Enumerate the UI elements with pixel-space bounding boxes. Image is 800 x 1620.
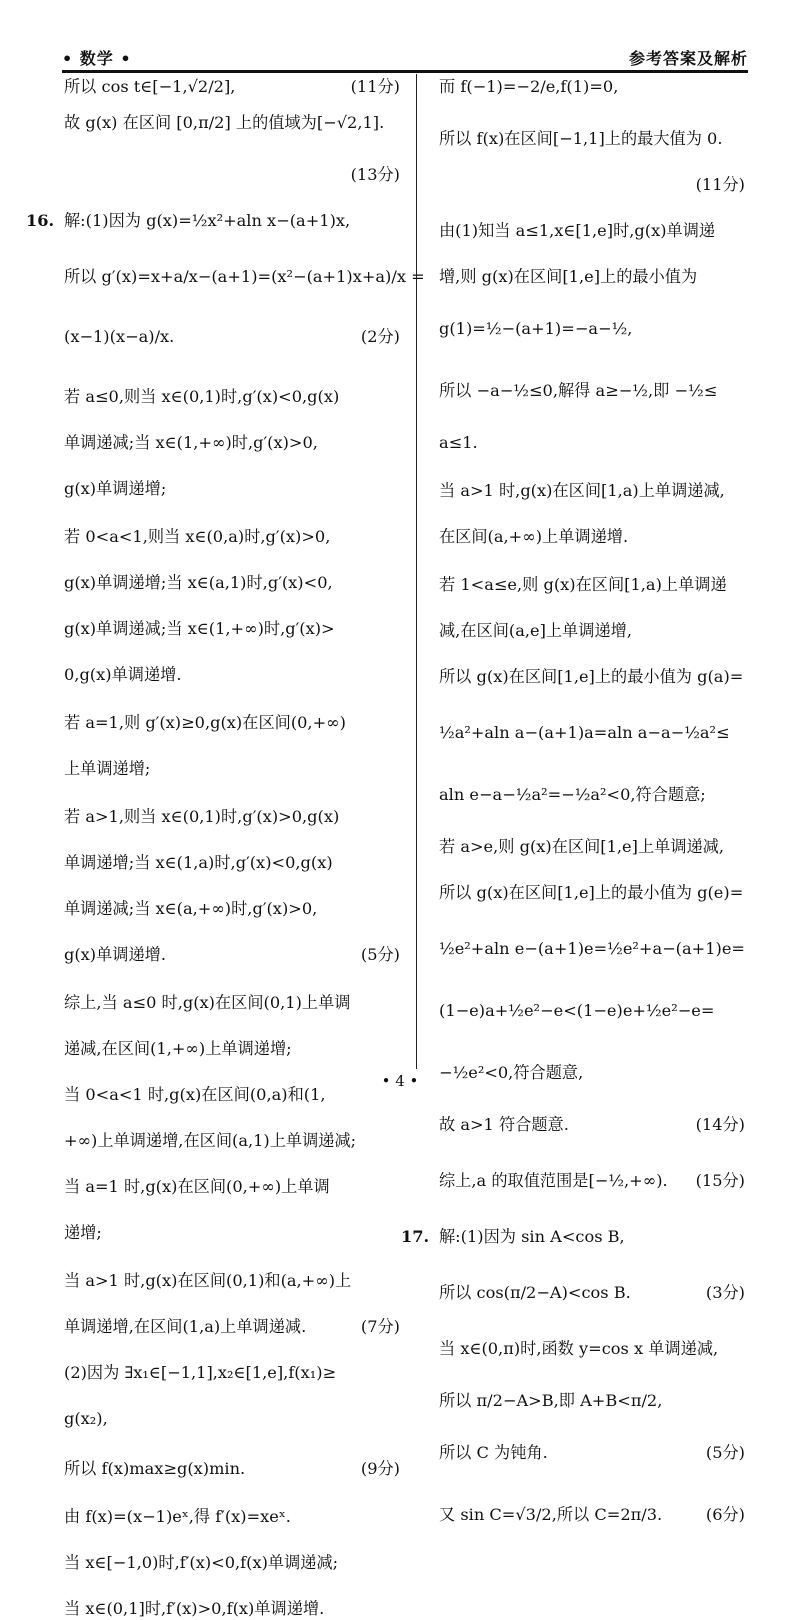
line-text: aln e−a−½a²=−½a²<0,符合题意;: [439, 785, 706, 804]
solution-line: [26, 210, 400, 232]
line-text: g(x₂),: [64, 1409, 108, 1428]
line-text: 由(1)知当 a≤1,x∈[1,e]时,g(x)单调递: [439, 221, 716, 240]
solution-line: [439, 526, 745, 548]
solution-line: [64, 992, 400, 1014]
solution-line: [64, 618, 400, 640]
solution-line: [64, 852, 400, 874]
score-mark: (7分): [360, 1317, 400, 1336]
solution-line: [401, 1226, 745, 1248]
solution-line: [64, 1506, 400, 1528]
line-text: g(x)单调递减;当 x∈(1,+∞)时,g′(x)>: [64, 619, 335, 638]
line-text: 所以 cos(π/2−A)<cos B.: [439, 1283, 631, 1302]
solution-line: [64, 664, 400, 686]
line-text: 若 0<a<1,则当 x∈(0,a)时,g′(x)>0,: [64, 527, 331, 546]
line-text: 上单调递增;: [64, 759, 151, 778]
subject-label: • 数学 •: [62, 49, 132, 68]
solution-line: [439, 882, 745, 904]
solution-line: [439, 1504, 745, 1526]
solution-line: [439, 1390, 745, 1412]
score-mark: (13分): [350, 165, 400, 184]
solution-line: [64, 432, 400, 454]
line-text: g(x)单调递增;: [64, 479, 167, 498]
line-text: 若 a=1,则 g′(x)≥0,g(x)在区间(0,+∞): [64, 713, 346, 732]
solution-line: [64, 326, 400, 348]
line-text: 当 x∈[−1,0)时,f′(x)<0,f(x)单调递减;: [64, 1553, 339, 1572]
line-text: 所以 f(x)max≥g(x)min.: [64, 1459, 246, 1478]
line-text: 递减,在区间(1,+∞)上单调递增;: [64, 1039, 292, 1058]
solution-line: [64, 478, 400, 500]
line-text: 在区间(a,+∞)上单调递增.: [439, 527, 629, 546]
solution-line: [439, 1114, 745, 1136]
line-text: (x−1)(x−a)/x.: [64, 327, 175, 346]
right-column: [401, 76, 745, 1526]
line-text: ½a²+aln a−(a+1)a=aln a−a−½a²≤: [439, 723, 730, 742]
line-text: 递增;: [64, 1223, 102, 1242]
line-text: g(x)单调递增;当 x∈(a,1)时,g′(x)<0,: [64, 573, 333, 592]
solution-line: [439, 1170, 745, 1192]
solution-line: [64, 1408, 400, 1430]
page-header: [62, 40, 748, 73]
line-text: 单调递减;当 x∈(a,+∞)时,g′(x)>0,: [64, 899, 318, 918]
line-text: 若 a≤0,则当 x∈(0,1)时,g′(x)<0,g(x): [64, 387, 340, 406]
solution-line: [439, 432, 745, 454]
solution-line: [439, 318, 745, 340]
score-mark: (14分): [695, 1115, 745, 1134]
solution-line: [64, 1038, 400, 1060]
solution-line: [439, 574, 745, 596]
solution-line: [439, 1000, 745, 1022]
solution-line: [64, 898, 400, 920]
solution-line: [64, 712, 400, 734]
line-text: (1−e)a+½e²−e<(1−e)e+½e²−e=: [439, 1001, 715, 1020]
score-mark: (2分): [360, 327, 400, 346]
solution-line: [64, 944, 400, 966]
score-mark: (11分): [695, 175, 745, 194]
line-text: 所以 g′(x)=x+a/x−(a+1)=(x²−(a+1)x+a)/x =: [64, 267, 425, 286]
line-text: 所以 π/2−A>B,即 A+B<π/2,: [439, 1391, 663, 1410]
solution-line: [439, 174, 745, 196]
line-text: 若 a>e,则 g(x)在区间[1,e]上单调递减,: [439, 837, 725, 856]
line-text: 所以 g(x)在区间[1,e]上的最小值为 g(e)=: [439, 883, 744, 902]
solution-line: [64, 386, 400, 408]
solution-line: [64, 1130, 400, 1152]
solution-line: [439, 480, 745, 502]
score-mark: (5分): [360, 945, 400, 964]
line-text: 解:(1)因为 sin A<cos B,: [439, 1227, 625, 1246]
header-title: 参考答案及解析: [628, 49, 748, 68]
line-text: 所以 −a−½≤0,解得 a≥−½,即 −½≤: [439, 381, 718, 400]
line-text: g(x)单调递增.: [64, 945, 167, 964]
solution-line: [439, 76, 745, 98]
line-text: 故 g(x) 在区间 [0,π/2] 上的值域为[−√2,1].: [64, 113, 385, 132]
solution-line: [439, 666, 745, 688]
line-text: 故 a>1 符合题意.: [439, 1115, 569, 1134]
line-text: ½e²+aln e−(a+1)e=½e²+a−(a+1)e=: [439, 939, 745, 958]
solution-line: [439, 722, 745, 744]
solution-line: [439, 836, 745, 858]
line-text: 又 sin C=√3/2,所以 C=2π/3.: [439, 1505, 663, 1524]
question-number: 17.: [401, 1227, 430, 1246]
line-text: 当 a=1 时,g(x)在区间(0,+∞)上单调: [64, 1177, 330, 1196]
line-text: g(1)=½−(a+1)=−a−½,: [439, 319, 633, 338]
line-text: 当 x∈(0,π)时,函数 y=cos x 单调递减,: [439, 1339, 719, 1358]
solution-line: [64, 1458, 400, 1480]
line-text: 所以 cos t∈[−1,√2/2],: [64, 77, 236, 96]
solution-line: [64, 1222, 400, 1244]
solution-line: [64, 526, 400, 548]
score-mark: (9分): [360, 1459, 400, 1478]
solution-line: [64, 112, 400, 134]
line-text: 单调递减;当 x∈(1,+∞)时,g′(x)>0,: [64, 433, 318, 452]
line-text: 综上,当 a≤0 时,g(x)在区间(0,1)上单调: [64, 993, 351, 1012]
solution-line: [439, 620, 745, 642]
solution-line: [439, 220, 745, 242]
solution-line: [64, 76, 400, 98]
score-mark: (5分): [705, 1443, 745, 1462]
solution-line: [439, 784, 745, 806]
line-text: 单调递增;当 x∈(1,a)时,g′(x)<0,g(x): [64, 853, 333, 872]
line-text: 所以 C 为钝角.: [439, 1443, 548, 1462]
line-text: 所以 f(x)在区间[−1,1]上的最大值为 0.: [439, 129, 723, 148]
column-divider: [416, 74, 417, 1069]
score-mark: (15分): [695, 1171, 745, 1190]
line-text: 当 0<a<1 时,g(x)在区间(0,a)和(1,: [64, 1085, 326, 1104]
solution-line: [64, 1362, 400, 1384]
line-text: 所以 g(x)在区间[1,e]上的最小值为 g(a)=: [439, 667, 744, 686]
solution-line: [439, 1338, 745, 1360]
solution-line: [439, 266, 745, 288]
score-mark: (6分): [705, 1505, 745, 1524]
solution-line: [439, 380, 745, 402]
line-text: 解:(1)因为 g(x)=½x²+aln x−(a+1)x,: [64, 211, 351, 230]
line-text: 而 f(−1)=−2/e,f(1)=0,: [439, 77, 619, 96]
solution-line: [64, 1552, 400, 1574]
line-text: 单调递增,在区间(1,a)上单调递减.: [64, 1317, 307, 1336]
line-text: +∞)上单调递增,在区间(a,1)上单调递减;: [64, 1131, 357, 1150]
solution-line: [439, 1442, 745, 1464]
solution-line: [64, 266, 425, 288]
line-text: 减,在区间(a,e]上单调递增,: [439, 621, 632, 640]
solution-line: [439, 1282, 745, 1304]
line-text: 若 a>1,则当 x∈(0,1)时,g′(x)>0,g(x): [64, 807, 340, 826]
line-text: 综上,a 的取值范围是[−½,+∞).: [439, 1171, 668, 1190]
solution-line: [64, 1176, 400, 1198]
line-text: 当 a>1 时,g(x)在区间[1,a)上单调递减,: [439, 481, 725, 500]
solution-line: [64, 572, 400, 594]
line-text: 当 a>1 时,g(x)在区间(0,1)和(a,+∞)上: [64, 1271, 352, 1290]
line-text: 由 f(x)=(x−1)eˣ,得 f′(x)=xeˣ.: [64, 1507, 291, 1526]
line-text: 当 x∈(0,1]时,f′(x)>0,f(x)单调递增.: [64, 1599, 325, 1618]
solution-line: [64, 164, 400, 186]
solution-line: [439, 128, 745, 150]
solution-line: [64, 806, 400, 828]
line-text: 若 1<a≤e,则 g(x)在区间[1,a)上单调递: [439, 575, 727, 594]
line-text: (2)因为 ∃x₁∈[−1,1],x₂∈[1,e],f(x₁)≥: [64, 1363, 337, 1382]
line-text: 0,g(x)单调递增.: [64, 665, 182, 684]
score-mark: (3分): [705, 1283, 745, 1302]
line-text: a≤1.: [439, 433, 478, 452]
question-number: 16.: [26, 211, 55, 230]
solution-line: [64, 1316, 400, 1338]
solution-line: [439, 938, 745, 960]
solution-line: [64, 758, 400, 780]
score-mark: (11分): [350, 77, 400, 96]
solution-line: [64, 1270, 400, 1292]
page-number: • 4 •: [381, 1072, 419, 1090]
line-text: −½e²<0,符合题意,: [439, 1063, 584, 1082]
line-text: 增,则 g(x)在区间[1,e]上的最小值为: [439, 267, 698, 286]
solution-line: [64, 1598, 400, 1620]
